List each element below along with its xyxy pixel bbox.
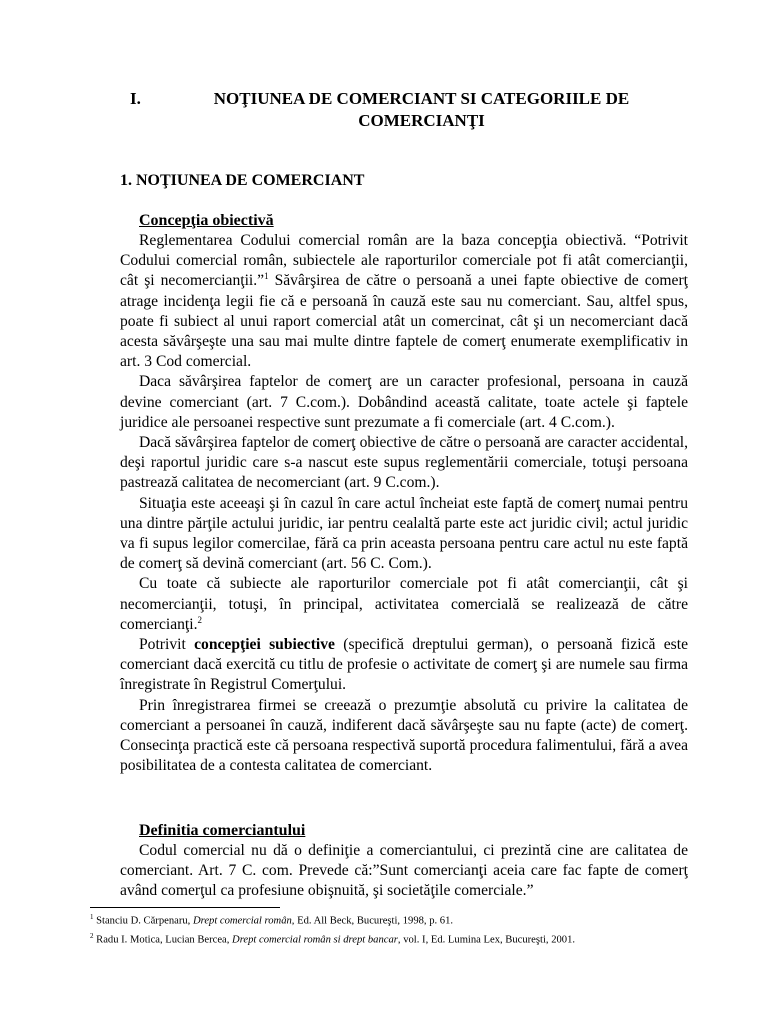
objective-concept-section xyxy=(120,211,688,776)
footnotes xyxy=(90,908,688,947)
footnote-ref: 2 xyxy=(197,614,202,625)
footnote-ref: 1 xyxy=(264,271,269,282)
chapter-number: I. xyxy=(130,89,141,108)
paragraph: Reglementarea Codului comercial român are la baza concepţia obiectivă. “Potrivit Codului comercial român, subiectele ale raporturilor comerciale pot fi atât comercianţii, cât şi necomercianţii.”$^1$ Săvârşirea de către o persoană a unei fapte obiective de comerţ atrage incidenţa legii fie că e persoană în cauză este sau nu comerciant. Sau, altfel spus, poate fi subiect al unui raport comercial atât un comercinat, cât şi un necomerciant dacă acesta săvârşeşte una sau mai multe dintre faptele de comerţ enumerate exemplificativ in art. 3 Cod comercial. xyxy=(120,232,689,371)
paragraph: Prin înregistrarea firmei se creează o prezumţie absolută cu privire la calitatea de comerciant a persoanei în cauză, indiferent dacă săvârşeşte sau nu fapte (acte) de comerţ. Consecinţa practică este că persoana respectivă suportă procedura falimentului, fără a avea posibilitatea de a contesta calitatea de comerciant. xyxy=(120,696,688,775)
section-title: 1. NOŢIUNEA DE COMERCIANT xyxy=(120,172,365,189)
subjective-concept-term: concepţiei subiective xyxy=(194,636,335,654)
paragraph: Daca săvârşirea faptelor de comerţ are un caracter profesional, persoana in cauză devine comerciant (art. 7 C.com.). Dobândind această calitate, toate actele şi faptele juridice ale persoanei respective sunt prezumate a fi comerciale (art. 4 C.com.). xyxy=(120,373,688,431)
paragraph: Potrivit concepţiei subiective (specifică dreptului german), o persoană fizică este comerciant dacă exercită cu titlu de profesie o activitate de comerţ şi are numele sau firma înregistrate în Registrul Comerţului. xyxy=(120,636,688,694)
definition-section xyxy=(120,821,688,902)
footnote: $^2$ Radu I. Motica, Lucian Bercea, Drept comercial român si drept bancar, vol. I, Ed. Lumina Lex, Bucureşti, 2001. xyxy=(90,931,576,946)
footnote-separator xyxy=(90,907,280,908)
paragraph: Situaţia este aceeaşi şi în cazul în care actul încheiat este faptă de comerţ numai pentru una dintre părţile actului juridic, iar pentru cealaltă parte este act juridic civil; actul juridic va fi supus legilor comercilae, fără ca prin aceasta persoana pentru care actul nu este faptă de comerţ să devină comerciant (art. 56 C. Com.). xyxy=(120,494,688,573)
footnote: $^1$ Stanciu D. Cărpenaru, Drept comercial român, Ed. All Beck, Bucureşti, 1998, p. 61. xyxy=(90,913,454,927)
objective-concept-heading: Concepţia obiectivă xyxy=(139,212,274,229)
chapter-title: NOŢIUNEA DE COMERCIANT SI CATEGORIILE DE COMERCIANŢI xyxy=(213,89,630,130)
chapter-heading xyxy=(120,88,688,132)
definition-heading: Definitia comerciantului xyxy=(139,822,306,839)
paragraph: Codul comercial nu dă o definiţie a comerciantului, ci prezintă cine are calitatea de comerciant. Art. 7 C. com. Prevede că:”Sunt comercianţi aceia care fac fapte de comerţ având comerţul ca profesiune obişnuită, şi societăţile comerciale.” xyxy=(120,842,688,900)
paragraph: Dacă săvârşirea faptelor de comerţ obiective de către o persoană are caracter accidental, deşi raportul juridic care s-a nascut este supus reglementării comerciale, totuşi persoana pastrează calitatea de necomerciant (art. 9 C.com.). xyxy=(120,434,688,492)
paragraph: Cu toate că subiecte ale raporturilor comerciale pot fi atât comercianţii, cât şi necomercianţii, totuşi, în principal, activitatea comercială se realizează de către comercianţi.$^2$ xyxy=(120,575,688,633)
